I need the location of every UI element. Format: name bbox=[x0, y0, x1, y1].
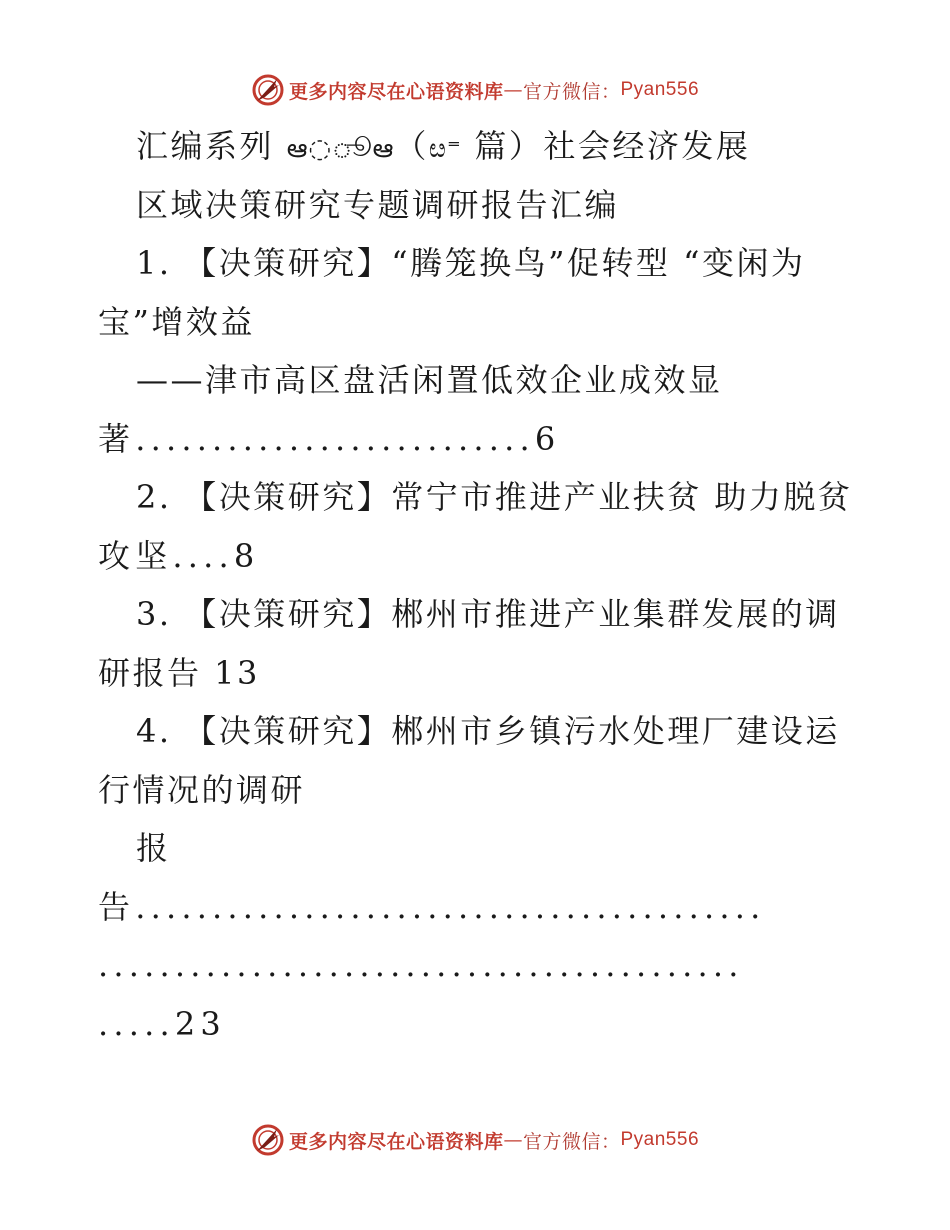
banner-wechat-label: 官方微信： bbox=[522, 80, 621, 103]
title-ornament-b: ೞ⁼ bbox=[428, 134, 462, 164]
toc-item-4-line-4[interactable]: 告......................................... bbox=[98, 887, 766, 926]
banner-wechat-id: Pyan556 bbox=[620, 79, 700, 100]
toc-item-4-line-5[interactable]: .......................................... bbox=[98, 946, 744, 984]
footer-separator: — bbox=[503, 1129, 523, 1151]
toc-item-3-line-2[interactable]: 研报告 13 bbox=[98, 653, 260, 692]
banner-brand: 更多内容尽在心语资料库 bbox=[288, 80, 504, 103]
doc-subtitle: 区域决策研究专题调研报告汇编 bbox=[136, 185, 620, 224]
toc-item-1-line-2[interactable]: 宝”增效益 bbox=[98, 302, 255, 341]
toc-item-1-line-3[interactable]: ——津市高区盘活闲置低效企业成效显 bbox=[136, 361, 723, 399]
footer-banner bbox=[0, 1120, 950, 1160]
footer-brand: 更多内容尽在心语资料库 bbox=[288, 1130, 504, 1153]
toc-item-4-line-6[interactable]: .....23 bbox=[98, 1004, 226, 1043]
quill-logo-icon bbox=[251, 1123, 285, 1157]
quill-logo-icon bbox=[251, 73, 285, 107]
header-banner bbox=[0, 70, 950, 110]
toc-item-4-line-2[interactable]: 行情况的调研 bbox=[98, 770, 306, 809]
toc-item-1-line-1[interactable]: 1. 【决策研究】“腾笼换鸟”促转型 “变闲为 bbox=[136, 244, 806, 282]
doc-title: 汇编系列 ఆ◌ூఆ（ೞ⁼ 篇）社会经济发展 bbox=[136, 127, 751, 165]
toc-item-2-line-1[interactable]: 2. 【决策研究】常宁市推进产业扶贫 助力脱贫 bbox=[136, 478, 853, 516]
footer-wechat-label: 官方微信： bbox=[522, 1130, 621, 1153]
toc-item-3-line-1[interactable]: 3. 【决策研究】郴州市推进产业集群发展的调 bbox=[136, 595, 840, 633]
toc-item-4-line-1[interactable]: 4. 【决策研究】郴州市乡镇污水处理厂建设运 bbox=[136, 712, 840, 750]
banner-separator: — bbox=[503, 79, 523, 101]
toc-item-2-line-2[interactable]: 攻坚....8 bbox=[98, 536, 260, 575]
toc-item-4-line-3[interactable]: 报 bbox=[136, 829, 171, 867]
title-ornament-a: ఆ◌ூఆ bbox=[286, 134, 395, 164]
footer-wechat-id: Pyan556 bbox=[620, 1129, 700, 1150]
document-body bbox=[98, 117, 858, 1053]
toc-item-1-line-4[interactable]: 著..........................6 bbox=[98, 419, 561, 458]
